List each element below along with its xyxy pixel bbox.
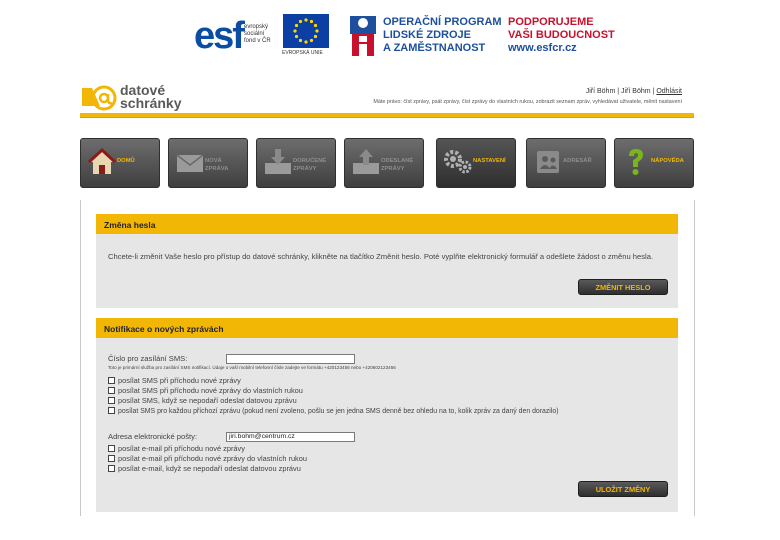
checkbox[interactable]: [108, 397, 115, 404]
nav-label-line: ADRESÁŘ: [563, 158, 592, 164]
user-name: Jiří Böhm: [585, 88, 616, 95]
separator: |: [652, 88, 655, 95]
panel-title: Změna hesla: [96, 214, 678, 234]
checkbox[interactable]: [108, 445, 115, 452]
nav-home[interactable]: [80, 138, 160, 188]
nav-label-line: NASTAVENÍ: [473, 158, 506, 164]
checkbox[interactable]: [108, 387, 115, 394]
esf-caption-line: sociální: [244, 31, 265, 37]
nav-label-line: NOVÁ: [205, 158, 222, 164]
nav-help[interactable]: [614, 138, 694, 188]
header-divider-thin: [80, 117, 694, 118]
option-label: posílat SMS při příchodu nové zprávy: [118, 376, 241, 385]
option-label: posílat e-mail při příchodu nové zprávy do vlastních rukou: [118, 454, 307, 463]
user-info: [586, 88, 682, 95]
nav-label: [381, 157, 423, 173]
nav-label-line: DORUČENÉ: [293, 158, 327, 164]
nav-label: [651, 157, 693, 165]
checkbox[interactable]: [108, 455, 115, 462]
checkbox[interactable]: [108, 465, 115, 472]
nav-label-line: ZPRÁVY: [293, 166, 317, 172]
sms-number-input[interactable]: [226, 354, 355, 364]
nav-label-line: ZPRÁVA: [205, 166, 229, 172]
nav-new-message[interactable]: [168, 138, 248, 188]
logout-link[interactable]: Odhlásit: [656, 88, 682, 95]
support-url: www.esfcr.cz: [508, 42, 577, 54]
brand-line: datové: [120, 82, 166, 98]
support-line: VAŠI BUDOUCNOST: [508, 29, 615, 41]
brand-line: schránky: [120, 95, 182, 111]
support-line: PODPORUJEME: [508, 16, 594, 28]
sms-option-row[interactable]: [108, 376, 241, 386]
email-address-label: Adresa elektronické pošty:: [108, 432, 198, 441]
user-rights: Máte právo: číst zprávy, psát zprávy, číst zprávy do vlastních rukou, zobrazit seznam zpráv, vyhledávat uživatele, měnit nastavení: [373, 99, 682, 105]
sms-option-row[interactable]: [108, 396, 297, 406]
nav-label-line: DOMŮ: [117, 158, 135, 164]
nav-label: [563, 157, 605, 165]
sms-option-row[interactable]: [108, 386, 303, 396]
nav-sent-messages[interactable]: [344, 138, 424, 188]
inbox-download-icon: [263, 147, 293, 177]
brand-name: [120, 84, 181, 110]
envelope-icon: [175, 147, 205, 177]
eu-caption: EVROPSKÁ UNIE: [282, 50, 323, 56]
nav-label: [473, 157, 515, 165]
email-option-row[interactable]: [108, 444, 245, 454]
nav-label-line: ODESLANÉ: [381, 158, 414, 164]
opl-figure-icon: [348, 14, 378, 58]
help-question-icon: [621, 147, 651, 177]
save-changes-button[interactable]: ULOŽIT ZMĚNY: [578, 481, 668, 497]
support-slogan: [508, 16, 615, 55]
main-navigation: [80, 138, 694, 188]
content-frame-left: [80, 200, 81, 516]
password-change-panel: [96, 214, 678, 308]
sms-option-row[interactable]: [108, 406, 559, 416]
home-icon: [87, 147, 117, 177]
separator: |: [617, 88, 620, 95]
email-option-row[interactable]: [108, 454, 307, 464]
nav-label: [117, 157, 159, 165]
checkbox[interactable]: [108, 407, 115, 414]
notification-panel: [96, 318, 678, 512]
change-password-button[interactable]: ZMĚNIT HESLO: [578, 279, 668, 295]
opl-line: LIDSKÉ ZDROJE: [383, 29, 472, 41]
sms-format-hint: Toto je primární služba pro zasílání SMS notifikací. Údaje o vaší mobilní telefonní čísle zadejte ve formátu +420123456 nebo +420602123456: [108, 365, 396, 370]
eu-funding-banner: [190, 10, 620, 62]
checkbox[interactable]: [108, 377, 115, 384]
panel-title: Notifikace o nových zprávách: [96, 318, 678, 338]
nav-settings[interactable]: [436, 138, 516, 188]
email-option-row[interactable]: [108, 464, 301, 474]
esf-caption-line: fond v ČR: [244, 38, 271, 44]
gears-icon: [443, 147, 473, 177]
nav-label-line: ZPRÁVY: [381, 166, 405, 172]
esf-logo: [194, 14, 274, 60]
option-label: posílat e-mail při příchodu nové zprávy: [118, 444, 245, 453]
password-change-description: Chcete-li změnit Vaše heslo pro přístup do datové schránky, klikněte na tlačítko Změnit heslo. Poté vyplňte elektronický formulář a odešlete žádost o změnu hesla.: [108, 252, 654, 261]
option-label: posílat SMS pro každou příchozí zprávu (pokud není zvoleno, pošlu se jen jedna SMS denně bez ohledu na to, kolik zpráv za daný den dorazilo): [118, 408, 559, 415]
sms-number-label: Číslo pro zasílání SMS:: [108, 354, 188, 363]
address-book-icon: [533, 147, 563, 177]
box-owner-name: Jiří Böhm: [621, 88, 651, 95]
datove-schranky-logo[interactable]: [80, 84, 180, 112]
esf-caption: [244, 24, 284, 45]
nav-label-line: NÁPOVĚDA: [651, 158, 684, 164]
nav-received-messages[interactable]: [256, 138, 336, 188]
opl-line: OPERAČNÍ PROGRAM: [383, 16, 502, 28]
eu-flag-icon: [283, 14, 329, 48]
esf-caption-line: evropský: [244, 24, 269, 30]
esf-wordmark: esf: [194, 15, 243, 57]
nav-address-book[interactable]: [526, 138, 606, 188]
email-address-input[interactable]: jiri.bohm@centrum.cz: [226, 432, 355, 442]
nav-label: [293, 157, 335, 173]
outbox-upload-icon: [351, 147, 381, 177]
option-label: posílat e-mail, když se nepodaří odeslat datovou zprávu: [118, 464, 301, 473]
content-frame-right: [694, 200, 695, 516]
opl-line: A ZAMĚSTNANOST: [383, 42, 486, 54]
at-sign-icon: [80, 84, 120, 112]
nav-label: [205, 157, 247, 173]
option-label: posílat SMS, když se nepodaří odeslat datovou zprávu: [118, 396, 297, 405]
option-label: posílat SMS při příchodu nové zprávy do vlastních rukou: [118, 386, 303, 395]
opl-title: [383, 16, 502, 55]
